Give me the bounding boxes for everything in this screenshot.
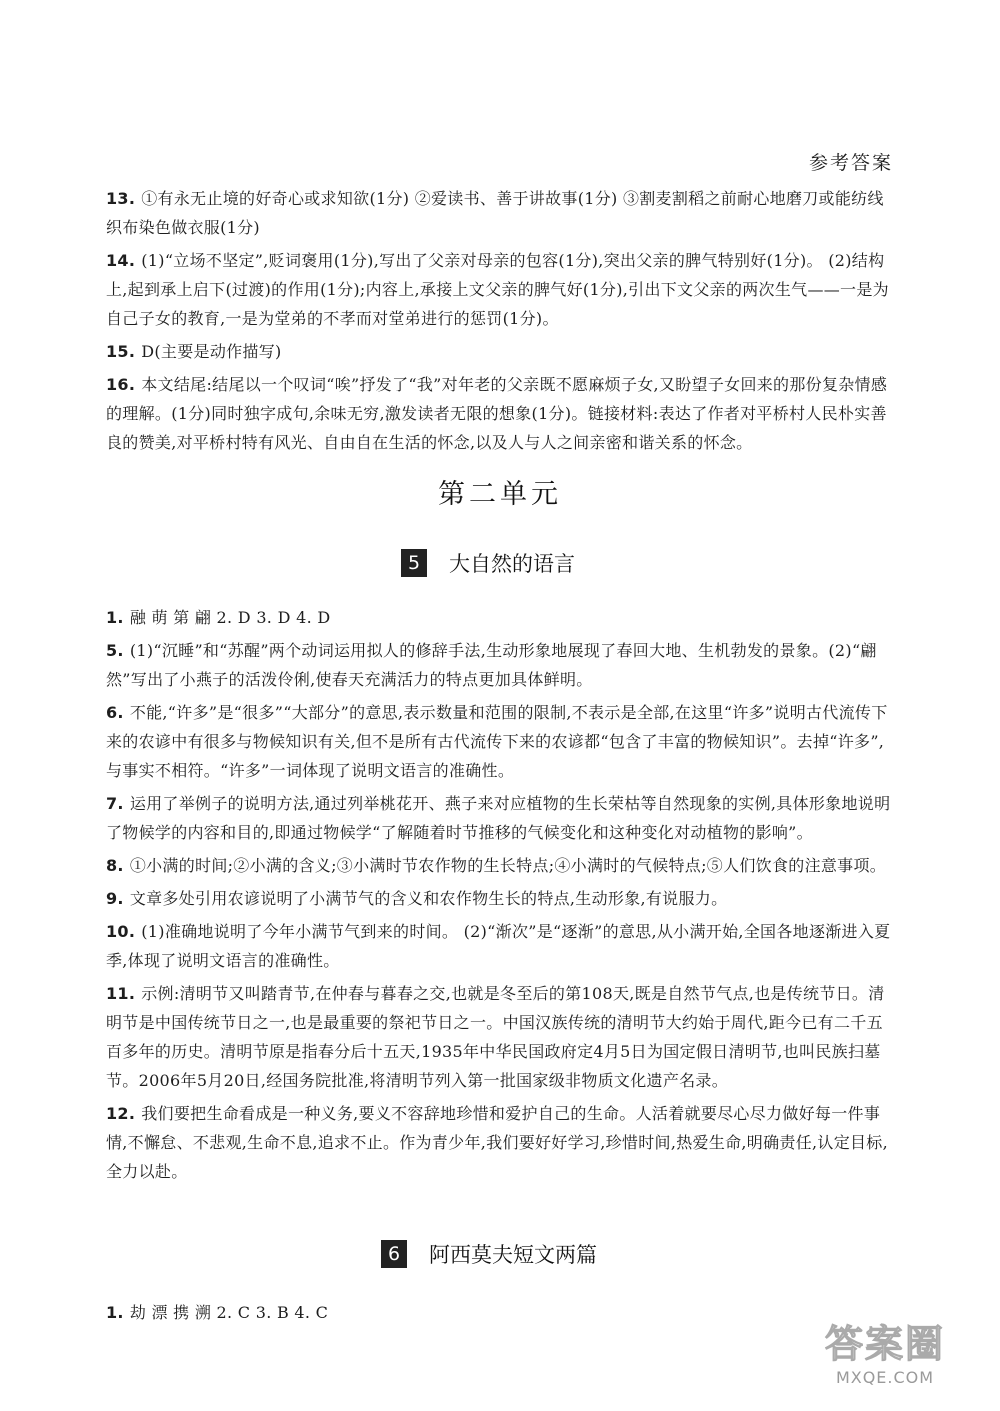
answer-15: 15. D(主要是动作描写): [106, 342, 282, 361]
lesson5-answer-5: 5. (1)“沉睡”和“苏醒”两个动词运用拟人的修辞手法,生动形象地展现了春回大地、生机勃发的景象。(2)“翩然”写出了小燕子的活泼伶俐,使春天充满活力的特点更加具体鲜明。: [106, 641, 877, 689]
lesson-6-title: 阿西莫夫短文两篇: [429, 1243, 597, 1267]
lesson5-answer-10: 10. (1)准确地说明了今年小满节气到来的时间。 (2)“渐次”是“逐渐”的意思,从小满开始,全国各地逐渐进入夏季,体现了说明文语言的准确性。: [106, 922, 891, 970]
section-header: 参考答案: [808, 152, 893, 174]
lesson5-answer-6: 6. 不能,“许多”是“很多”“大部分”的意思,表示数量和范围的限制,不表示是全部,在这里“许多”说明古代流传下来的农谚中有很多与物候知识有关,但不是所有古代流传下来的农谚都“包含了丰富的物候知识”。去掉“许多”,与事实不相符。“许多”一词体现了说明文语言的准确性。: [106, 703, 888, 780]
answers-lesson5: [106, 603, 894, 1190]
lesson5-answer-9: 9. 文章多处引用农谚说明了小满节气的含义和农作物生长的特点,生动形象,有说服力。: [106, 889, 728, 908]
answer-13: 13. ①有永无止境的好奇心或求知欲(1分) ②爱读书、善于讲故事(1分) ③割麦割稻之前耐心地磨刀或能纺线织布染色做衣服(1分): [106, 189, 884, 237]
watermark-url: MXQE.COM: [835, 1368, 935, 1387]
watermark-top-text: 答案圈: [824, 1322, 945, 1366]
lesson5-answer-12: 12. 我们要把生命看成是一种义务,要义不容辞地珍惜和爱护自己的生命。人活着就要尽心尽力做好每一件事情,不懈怠、不悲观,生命不息,追求不止。作为青少年,我们要好好学习,珍惜时间,热爱生命,明确责任,认定目标,全力以赴。: [106, 1104, 888, 1181]
lesson5-answer-11: 11. 示例:清明节又叫踏青节,在仲春与暮春之交,也就是冬至后的第108天,既是自然节气点,也是传统节日。清明节是中国传统节日之一,也是最重要的祭祀节日之一。中国汉族传统的清明节大约始于周代,距今已有二千五百多年的历史。清明节原是指春分后十五天,1935年中华民国政府定4月5日为国定假日清明节,也叫民族扫墓节。2006年5月20日,经国务院批准,将清明节列入第一批国家级非物质文化遗产名录。: [106, 984, 885, 1090]
unit-title: 第二单元: [438, 479, 562, 510]
lesson-5-number: 5: [401, 549, 427, 577]
lesson5-answer-1: 1. 融 萌 第 翩 2. D 3. D 4. D: [106, 608, 331, 627]
lesson6-answer-1: 1. 劫 漂 携 溯 2. C 3. B 4. C: [106, 1303, 329, 1322]
answers-lesson6: [106, 1298, 894, 1331]
answer-16: 16. 本文结尾:结尾以一个叹词“唉”抒发了“我”对年老的父亲既不愿麻烦子女,又盼望子女回来的那份复杂情感的理解。(1分)同时独字成句,余味无穷,激发读者无限的想象(1分)。链接材料:表达了作者对平桥村人民朴实善良的赞美,对平桥村特有风光、自由自在生活的怀念,以及人与人之间亲密和谐关系的怀念。: [106, 375, 888, 452]
lesson-6-number: 6: [381, 1240, 407, 1268]
lesson-5-title: 大自然的语言: [449, 552, 575, 576]
answer-14: 14. (1)“立场不坚定”,贬词褒用(1分),写出了父亲对母亲的包容(1分),突出父亲的脾气特别好(1分)。 (2)结构上,起到承上启下(过渡)的作用(1分);内容上,承接上文父亲的脾气好(1分),引出下文父亲的两次生气——一是为自己子女的教育,一是为堂弟的不孝而对堂弟进行的惩罚(1分)。: [106, 251, 889, 328]
lesson-5-heading: [401, 548, 575, 578]
lesson-6-heading: [381, 1239, 597, 1269]
lesson5-answer-8: 8. ①小满的时间;②小满的含义;③小满时节农作物的生长特点;④小满时的气候特点;⑤人们饮食的注意事项。: [106, 856, 887, 875]
watermark-logo: [800, 1313, 970, 1393]
lesson5-answer-7: 7. 运用了举例子的说明方法,通过列举桃花开、燕子来对应植物的生长荣枯等自然现象的实例,具体形象地说明了物候学的内容和目的,即通过物候学“了解随着时节推移的气候变化和这种变化对动植物的影响”。: [106, 794, 891, 842]
answers-part1: [106, 184, 894, 461]
